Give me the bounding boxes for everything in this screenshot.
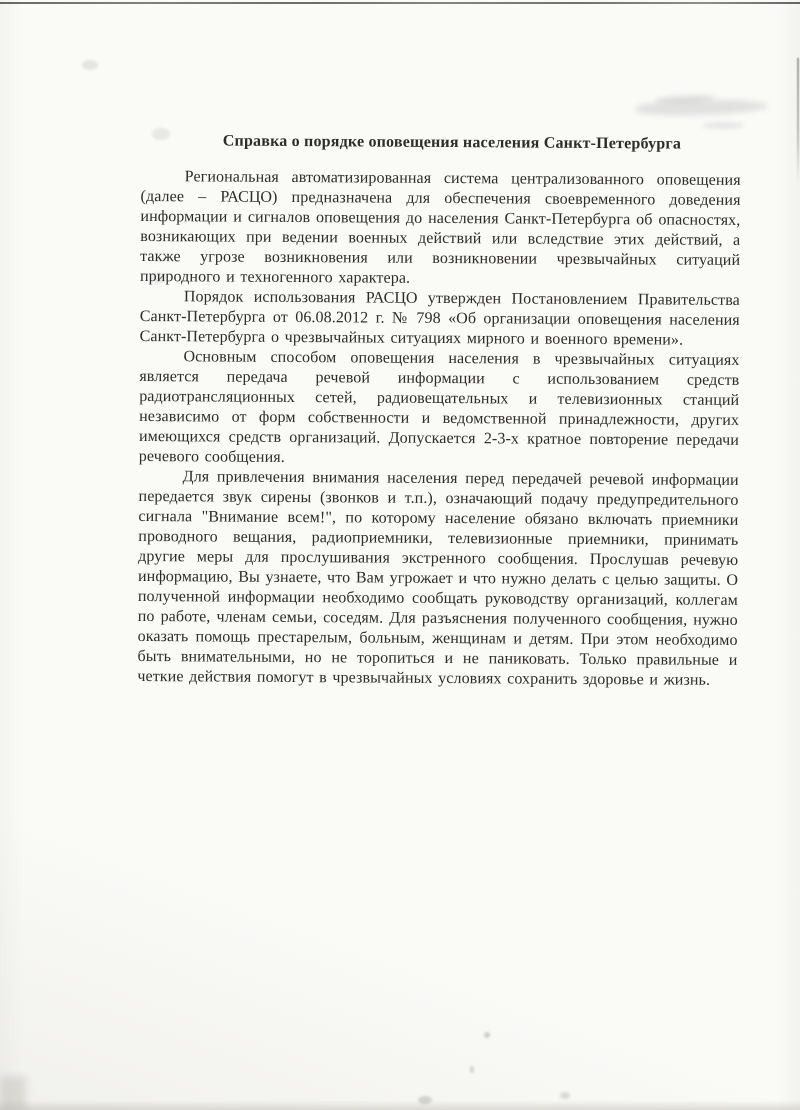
scan-speck-artifact [470,1066,474,1073]
paragraph-main-method: Основным способом оповещения населения в чрезвычайных ситуациях является передача речевой информации с использованием средств радиотрансляционных сетей, радиовещательных и телевизионных станций независимо от форм собственности и ведомственной принадлежности, других имеющихся средств организаций. Допускается 2-3-х кратное повторение передачи речевого сообщения. [138,348,740,466]
paragraph-siren-signal: Для привлечения внимания населения перед передачей речевой информации передается звук сирены (звонков и т.п.), означающий подачу предупредительного сигнала "Внимание всем!", по которому население обязано включать приемники проводного вещания, радиоприемники, телевизионные приемники, принимать другие меры для прослушивания экстренного сообщения. Прослушав речевую информацию, Вы узнаете, что Вам угрожает и что нужно делать с целью защиты. О полученной информации необходимо сообщать руководству организаций, коллегам по работе, членам семьи, соседям. Для разъяснения полученного сообщения, нужно оказать помощь престарелым, больным, женщинам и детям. При этом необходимо быть внимательными, но не торопиться и не паниковать. Только правильные и четкие действия помогут в чрезвычайных условиях сохранить здоровье и жизнь. [137,468,739,689]
scan-bottom-shadow [0,1100,800,1110]
paragraph-usage-order: Порядок использования РАСЦО утвержден Постановлением Правительства Санкт-Петербурга от 06.08.2012 г. № 798 «Об организации оповещения населения Санкт-Петербурга о чрезвычайных ситуациях мирного и военного времени». [139,288,740,349]
document-title: Справка о порядке оповещения населения Санкт-Петербурга [222,132,682,153]
scan-speck-artifact [82,60,98,70]
scan-speck-artifact [560,1092,570,1099]
scan-speck-artifact [484,1032,490,1038]
scan-right-edge-artifact [797,58,799,183]
document-body [137,131,741,691]
paragraph-rascso-purpose: Региональная автоматизированная система централизованного оповещения (далее – РАСЦО) предназначена для обеспечения своевременного доведения информации и сигналов оповещения до населения Санкт-Петербурга об опасностях, возникающих при ведении военных действий или вследствие этих действий, а также угрозе возникновения или возникновении чрезвычайных ситуаций природного и техногенного характера. [139,168,741,287]
scan-top-edge-artifact [0,2,800,4]
scan-smudge-artifact [702,122,744,129]
